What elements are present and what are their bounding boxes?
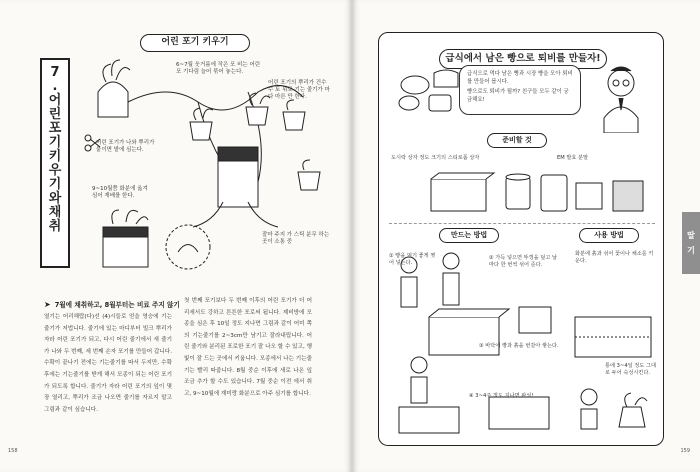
compost-guide-panel bbox=[378, 32, 664, 446]
intro-speech-bubble: 급식으로 먹다 남은 빵과 시장 빵을 모아 퇴비를 만들어 봅시다. 빵으로도 퇴비가 될까? 친구들 모두 같이 궁금해요! bbox=[459, 65, 581, 115]
main-title: 급식에서 남은 빵으로 퇴비를 만들자! bbox=[439, 49, 607, 69]
illustration-title: 어린 포기 키우기 bbox=[140, 34, 250, 52]
chapter-title-char: 기 bbox=[48, 177, 62, 192]
step-4: ④ 3~4주 정도 지나면 완성! bbox=[469, 393, 534, 399]
chapter-title-char: 어 bbox=[48, 93, 62, 108]
chapter-title-char: 포 bbox=[48, 121, 62, 136]
step-3: ③ 바닥에 빵과 흙을 번갈아 쌓는다. bbox=[479, 343, 559, 349]
body-column-left: 열기는 어리해랍(다)선 (4)시들로 얻을 영승에 기는줄기가 저법니다. 줄기에 있는 마디부터 빌크 뿌리가 자라 어린 포기가 되고, 다시 어린 줄기에서 새 줄기가 나와 두 번째, 세 번째 손자 포기를 만들어 갑니다. 수확이 끝나기 전에는 기는줄기를 따서 두지만, 수확 후에는 기는줄기를 받게 해서 모종이 되는 어린 포기가 되도록 합니다. 줄기가 자라 어린 포기의 잎이 몇 장 열리고, 뿌리가 조금 나오면 줄기를 자르지 말고 그림과 같이 심습니다. bbox=[44, 314, 172, 413]
usage-note-2: 통에 3~4일 정도 그대로 두어 숙성시킨다. bbox=[605, 363, 656, 376]
page-number-left: 158 bbox=[8, 448, 18, 454]
callout-2: 어린 포기의 뿌리가 건수 수 토 위로 기는 줄기가 마다 마른 만 한다. bbox=[268, 80, 330, 100]
callout-1: 6~7월 웃거름에 작은 포 비는 어린 포 기다림 늘어 묶어 놓는다. bbox=[176, 62, 261, 75]
prep-title: 준비할 것 bbox=[487, 133, 547, 148]
callout-5: 9~10월쯤 화분에 옮겨 심어 재배를 한다. bbox=[92, 186, 148, 199]
usage-illustration bbox=[569, 247, 659, 437]
section-heading: ➤ 7월에 채취하고, 8월부터는 비료 주지 않기 bbox=[44, 299, 180, 309]
chapter-title-char: 채 bbox=[48, 205, 62, 220]
supplies-illustration bbox=[391, 171, 653, 219]
callout-3: 어린 포기가 나와 뿌리가 붙이면 밭에 심는다. bbox=[96, 140, 155, 153]
section-divider bbox=[389, 223, 655, 224]
how-to-illustration bbox=[389, 247, 569, 437]
chapter-title-char: 우 bbox=[48, 163, 62, 178]
chapter-title-char: 7 bbox=[50, 65, 60, 80]
chapter-title-char: 기 bbox=[48, 135, 62, 150]
chapter-title bbox=[40, 58, 70, 268]
prep-item-1: 도시락 상자 정도 크기의 스티로폼 상자 bbox=[391, 155, 480, 161]
usage-note-1: 화분에 흙과 섞어 꽃이나 채소를 키운다. bbox=[575, 251, 654, 264]
chapter-title-char: . bbox=[52, 79, 58, 94]
how-to-title: 만드는 방법 bbox=[439, 228, 499, 243]
right-page bbox=[352, 0, 700, 472]
chapter-title-char: 키 bbox=[48, 149, 62, 164]
page-number-right: 159 bbox=[680, 448, 690, 454]
chapter-title-char: 린 bbox=[48, 107, 62, 122]
arrow-icon: ➤ bbox=[44, 299, 51, 309]
body-column-right: 첫 번째 포기보다 두 번째 이후의 어린 포기가 더 어리세서도 강하고 튼튼한 포로써 됩니다. 제비방에 모종을 심은 후 10일 정도 지나면 그림과 같이 어미 쪽의 기는줄기를 2~3cm만 남기고 잘라내립니다. 어린 줄기와 분리된 포로한 포기 잘 나오 할 수 있고, 행빛이 잘 드는 곳에서 키웁니다. 모종에서 나는 기는줄기는 빨리 따줍니다. 8월 중순 이후에 새로 나온 잎 조금 추가 할 수도 있습니다. 7월 중순 이전 에서 취고, 9~10월에 재미랑 화분으로 아주 심기를 합니다. bbox=[184, 298, 312, 397]
callout-4: 잘마 주지 가 스틱 분무 하는 곳이 소통 중 bbox=[262, 232, 330, 245]
step-2: ② 가득 넣으면 뚜껑을 덮고 날마다 한 번씩 섞어 준다. bbox=[489, 255, 558, 268]
chapter-title-char: 와 bbox=[48, 191, 62, 206]
chapter-side-tab: 딸 기 bbox=[682, 212, 700, 274]
chapter-title-char: 취 bbox=[48, 219, 62, 234]
prep-item-2: EM 발효 분말 bbox=[557, 155, 589, 161]
usage-title: 사용 방법 bbox=[579, 228, 639, 243]
step-1: ① 빵을 먹기 좋게 찢어 넣는다. bbox=[389, 253, 436, 266]
